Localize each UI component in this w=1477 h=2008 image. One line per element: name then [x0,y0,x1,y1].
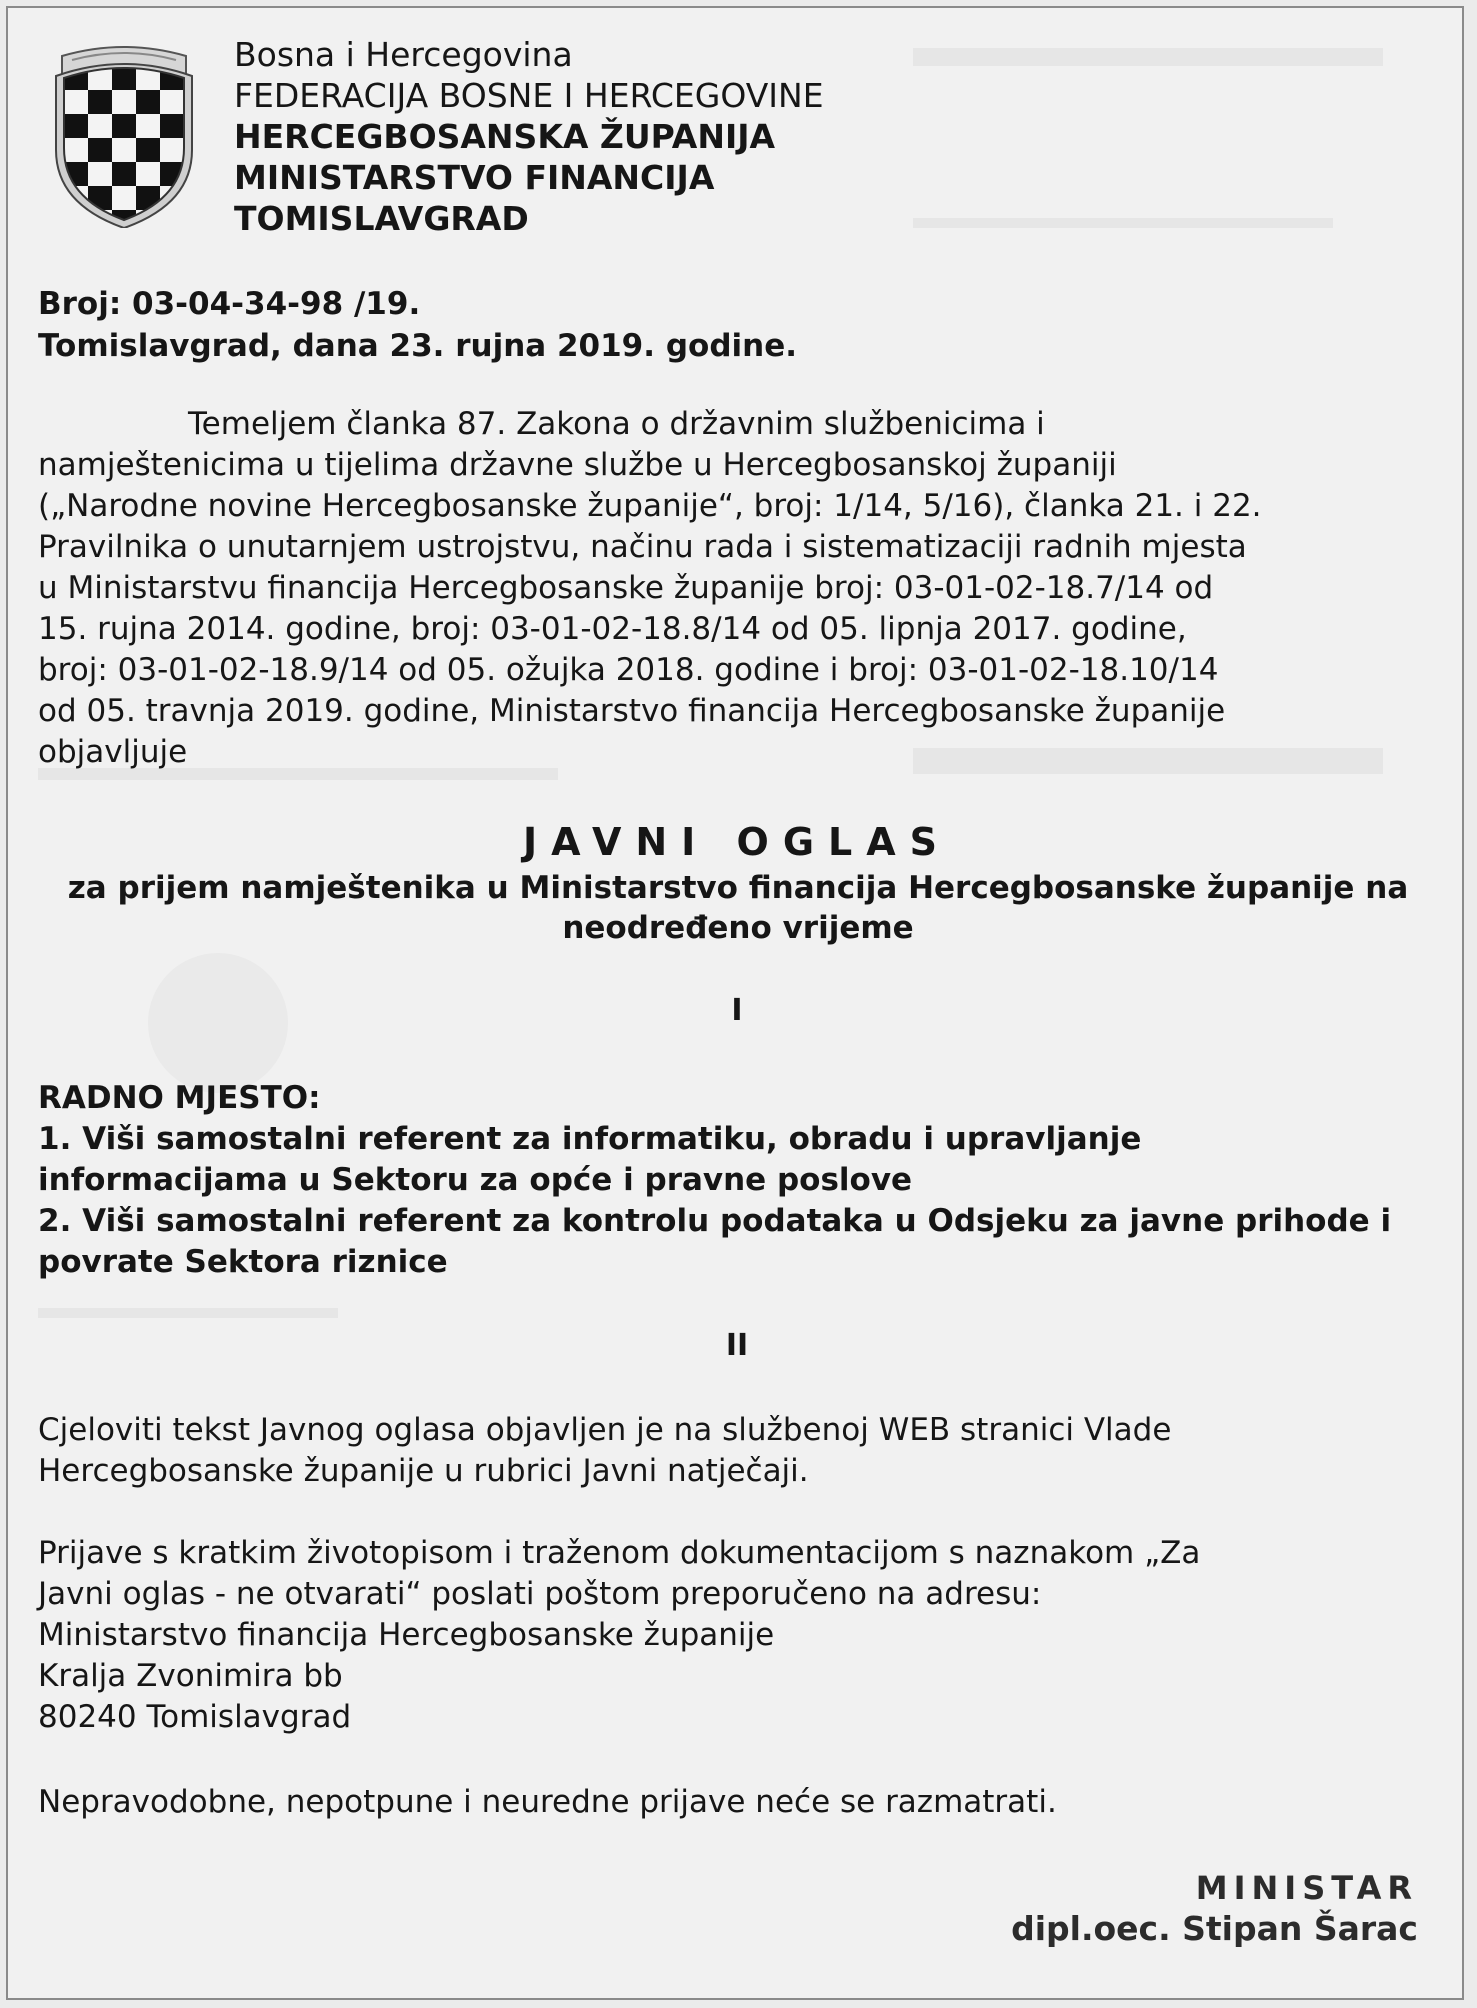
intro-line: od 05. travnja 2019. godine, Ministarstvo financija Hercegbosanske županije [38,693,1226,729]
intro-line: objavljuje [38,734,188,770]
notice-line: Cjeloviti tekst Javnog oglasa objavljen je na službenoj WEB stranici Vlade [38,1412,1172,1448]
job-positions [38,1078,1458,1283]
federation-name: FEDERACIJA BOSNE I HERCEGOVINE [234,76,824,115]
position-line: povrate Sektora riznice [38,1244,448,1280]
city-name: TOMISLAVGRAD [234,199,529,238]
signature-block [1011,1868,1418,1950]
subtitle-line: za prijem namještenika u Ministarstvo financija Hercegbosanske županije na [67,870,1409,906]
position-line: 1. Viši samostalni referent za informatiku, obradu i upravljanje [38,1121,1142,1157]
intro-line: Temeljem članka 87. Zakona o državnim službenicima i [188,406,1045,442]
notice-line: Hercegbosanske županije u rubrici Javni natječaji. [38,1453,809,1489]
positions-heading: RADNO MJESTO: [38,1080,321,1116]
announcement-subtitle [38,868,1438,948]
signature-title: MINISTAR [1195,1869,1418,1907]
bleed-through [38,1308,338,1318]
address-line: Kralja Zvonimira bb [38,1658,343,1694]
document-number: Broj: 03-04-34-98 /19. [38,286,421,322]
intro-line: 15. rujna 2014. godine, broj: 03-01-02-18.8/14 od 05. lipnja 2017. godine, [38,611,1187,647]
rejection-notice: Nepravodobne, nepotpune i neuredne prijave neće se razmatrati. [38,1784,1057,1820]
checkered-crest-icon [44,38,204,228]
intro-line: broj: 03-01-02-18.9/14 od 05. ožujka 2018. godine i broj: 03-01-02-18.10/14 [38,652,1219,688]
section-numeral-2: II [725,1328,749,1363]
bleed-through [913,218,1333,228]
bleed-through [913,48,1383,66]
application-instructions [38,1533,1458,1738]
county-name: HERCEGBOSANSKA ŽUPANIJA [234,117,776,156]
country-name: Bosna i Hercegovina [234,35,573,74]
instruction-line: Javni oglas - ne otvarati“ poslati poštom preporučeno na adresu: [38,1576,1042,1612]
section-numeral-1: I [731,993,743,1028]
intro-line: u Ministarstvu financija Hercegbosanske županije broj: 03-01-02-18.7/14 od [38,570,1214,606]
signature-name: dipl.oec. Stipan Šarac [1011,1909,1418,1948]
institution-header [234,34,824,239]
intro-line: namještenicima u tijelima državne službe u Hercegbosanskoj županiji [38,447,1117,483]
address-line: 80240 Tomislavgrad [38,1699,352,1735]
announcement-title: JAVNI OGLAS [522,820,952,864]
intro-line: Pravilnika o unutarnjem ustrojstvu, načinu rada i sistematizaciji radnih mjesta [38,529,1247,565]
full-text-notice [38,1410,1458,1492]
document-place-date: Tomislavgrad, dana 23. rujna 2019. godine. [38,328,798,364]
position-line: informacijama u Sektoru za opće i pravne poslove [38,1162,913,1198]
position-line: 2. Viši samostalni referent za kontrolu podataka u Odsjeku za javne prihode i [38,1203,1392,1239]
ministry-name: MINISTARSTVO FINANCIJA [234,158,715,197]
intro-paragraph [38,404,1448,773]
intro-line: („Narodne novine Hercegbosanske županije“, broj: 1/14, 5/16), članka 21. i 22. [38,488,1262,524]
newspaper-notice [6,6,1464,2000]
subtitle-line: neodređeno vrijeme [562,910,914,946]
address-line: Ministarstvo financija Hercegbosanske županije [38,1617,775,1653]
instruction-line: Prijave s kratkim životopisom i traženom dokumentacijom s naznakom „Za [38,1535,1201,1571]
